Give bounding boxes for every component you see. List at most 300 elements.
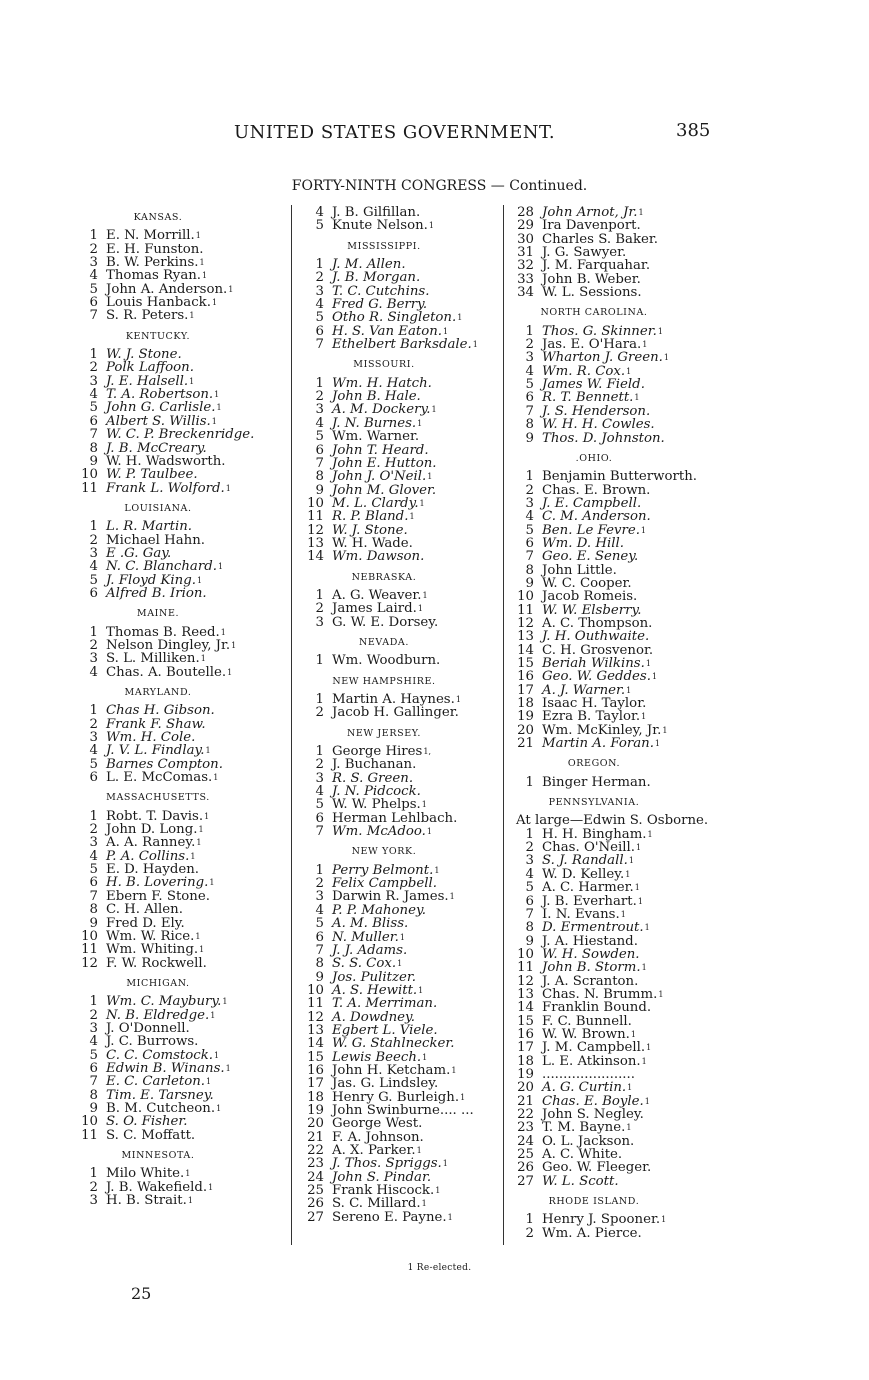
- member-name: R. S. Green.: [332, 770, 414, 786]
- re-elected-mark: 1: [636, 843, 642, 853]
- district-number: 11: [307, 509, 324, 525]
- member-entry: [304, 1144, 504, 1157]
- member-name: John D. Long.: [106, 822, 198, 838]
- member-name: George Hires: [332, 744, 423, 760]
- member-name: John B. Weber.: [542, 271, 641, 287]
- re-elected-mark: 1: [426, 827, 433, 837]
- re-elected-mark: 1: [210, 1010, 216, 1020]
- district-number: 1: [315, 653, 324, 669]
- member-entry: [514, 961, 714, 974]
- re-elected-mark: 1: [442, 1159, 448, 1169]
- member-entry: [304, 537, 504, 550]
- re-elected-mark: 1: [646, 1043, 652, 1053]
- member-entry: [514, 338, 714, 351]
- member-entry: [304, 338, 504, 351]
- member-name: Perry Belmont.: [332, 862, 434, 878]
- member-name: John S. Pindar.: [332, 1169, 432, 1185]
- member-name: W. L. Scott.: [542, 1173, 619, 1189]
- district-number: 7: [89, 1074, 98, 1090]
- re-elected-mark: 1: [641, 1056, 647, 1066]
- re-elected-mark: 1: [228, 284, 234, 294]
- member-name: J. A. Hiestand.: [542, 933, 638, 949]
- member-name: Polk Laffoon.: [106, 360, 194, 376]
- re-elected-mark: 1: [225, 1063, 231, 1073]
- member-name: Fred G. Berry.: [332, 297, 428, 313]
- district-number: 12: [307, 1009, 324, 1025]
- district-number: 2: [89, 822, 98, 838]
- member-entry: [304, 1024, 504, 1037]
- member-entry: [514, 325, 714, 338]
- re-elected-mark: 1: [417, 418, 423, 428]
- member-name: James W. Field.: [542, 377, 645, 393]
- member-entry: [78, 309, 278, 322]
- member-name: J. V. L. Findlay.: [106, 743, 205, 759]
- district-number: 14: [307, 1036, 324, 1052]
- re-elected-mark: 1: [647, 829, 653, 839]
- district-number: 8: [89, 1087, 98, 1103]
- state-heading: LOUISIANA.: [124, 502, 192, 514]
- member-entry: [78, 1181, 278, 1194]
- district-number: 33: [517, 271, 534, 287]
- member-name: Chas H. Gibson.: [106, 703, 215, 719]
- district-number: 3: [89, 545, 98, 561]
- member-name: E. C. Carleton.: [106, 1074, 206, 1090]
- district-number: 1: [89, 808, 98, 824]
- district-number: 25: [517, 1147, 534, 1163]
- re-elected-mark: 1: [399, 932, 406, 942]
- member-name: John M. Glover.: [332, 482, 437, 498]
- re-elected-mark: 1: [198, 825, 204, 835]
- district-number: 12: [81, 955, 98, 971]
- district-number: 6: [89, 875, 98, 891]
- member-entry: [78, 890, 278, 903]
- member-name: E .G. Gay.: [106, 545, 172, 561]
- district-number: 12: [517, 973, 534, 989]
- member-name: S. S. Cox.: [332, 956, 397, 972]
- member-name: J. N. Pidcock.: [332, 784, 421, 800]
- member-entry: [514, 1108, 714, 1121]
- member-name: Wm. H. Hatch.: [332, 375, 432, 391]
- re-elected-mark: 1: [187, 1196, 193, 1206]
- signature-mark: 25: [131, 1284, 152, 1303]
- member-name: Binger Herman.: [542, 774, 651, 790]
- member-name: Felix Campbell.: [332, 876, 437, 892]
- re-elected-mark: 1: [211, 416, 217, 426]
- member-name: Chas. A. Boutelle.: [106, 664, 227, 680]
- district-number: 3: [89, 255, 98, 271]
- member-name: Frank Hiscock.: [332, 1183, 435, 1199]
- member-name: A. X. Parker.: [332, 1143, 416, 1158]
- member-name: W. H. Wadsworth.: [106, 453, 226, 469]
- district-number: 1: [89, 228, 98, 244]
- district-number: 5: [525, 880, 534, 896]
- member-name: Frank F. Shaw.: [106, 716, 206, 732]
- district-number: 2: [315, 389, 324, 405]
- re-elected-mark: 1: [422, 1052, 428, 1062]
- member-name: Jacob Romeis.: [542, 589, 638, 605]
- district-number: 10: [81, 928, 98, 944]
- member-name: Alfred B. Irion.: [106, 585, 207, 601]
- member-entry: [304, 890, 504, 903]
- state-heading: NEW HAMPSHIRE.: [332, 675, 436, 687]
- member-entry: [514, 1161, 714, 1174]
- re-elected-mark: 1: [213, 773, 219, 783]
- member-name: E. N. Morrill.: [106, 228, 195, 244]
- district-number: 2: [89, 637, 98, 653]
- district-number: 2: [525, 482, 534, 498]
- district-number: 6: [315, 929, 324, 945]
- member-name: Ben. Le Fevre.: [542, 522, 640, 538]
- district-number: 4: [89, 743, 98, 759]
- member-entry: [514, 1175, 714, 1188]
- district-number: 10: [517, 589, 534, 605]
- re-elected-mark: 1: [416, 1146, 422, 1155]
- re-elected-mark: 1: [222, 997, 228, 1007]
- member-entry: [514, 644, 714, 657]
- member-name: Ezra B. Taylor.: [542, 709, 641, 725]
- member-name: N. B. Eldredge.: [106, 1007, 210, 1023]
- member-entry: [514, 604, 714, 617]
- district-number: 8: [525, 417, 534, 433]
- member-entry: [304, 470, 504, 483]
- member-entry: [78, 704, 278, 717]
- district-number: 13: [517, 629, 534, 645]
- member-name: J. Thos. Spriggs.: [332, 1156, 442, 1172]
- district-number: 6: [525, 535, 534, 551]
- page-number: 385: [676, 120, 711, 141]
- member-entry: [78, 810, 278, 823]
- member-entry: [514, 921, 714, 934]
- member-entry: [514, 273, 714, 286]
- member-name: John H. Ketcham.: [332, 1062, 451, 1078]
- member-entry: [304, 957, 504, 970]
- member-name: A. C. Harmer.: [542, 880, 634, 896]
- member-entry: [304, 1077, 504, 1090]
- district-number: 3: [89, 1193, 98, 1209]
- member-entry: [78, 639, 278, 652]
- member-name: W. H. Sowden.: [542, 946, 640, 962]
- member-entry: [78, 771, 278, 784]
- state-heading: .OHIO.: [575, 452, 613, 464]
- member-name: S. O. Fisher.: [106, 1114, 188, 1130]
- member-entry: [78, 744, 278, 757]
- district-number: 3: [89, 1020, 98, 1036]
- member-name: P. P. Mahoney.: [332, 902, 426, 918]
- district-number: 19: [517, 1066, 534, 1082]
- member-name: J. Buchanan.: [332, 757, 417, 773]
- member-name: J. E. Campbell.: [542, 495, 642, 511]
- district-number: 1: [525, 323, 534, 339]
- member-name: S. L. Milliken.: [106, 651, 200, 667]
- member-entry: [304, 285, 504, 298]
- member-name: A. Dowdney.: [332, 1009, 416, 1025]
- state-heading: MAINE.: [136, 608, 180, 620]
- member-entry: [514, 405, 714, 418]
- member-entry: [78, 256, 278, 269]
- member-entry: [78, 229, 278, 242]
- member-entry: [514, 524, 714, 537]
- member-name: John T. Heard.: [332, 442, 429, 458]
- member-entry: [514, 365, 714, 378]
- member-name: A. S. Hewitt.: [332, 982, 418, 998]
- member-entry: [514, 577, 714, 590]
- member-entry: [304, 1131, 504, 1144]
- district-number: 15: [517, 1013, 534, 1029]
- district-number: 6: [89, 1060, 98, 1076]
- district-number: 11: [81, 1127, 98, 1143]
- re-elected-mark: 1: [620, 909, 626, 919]
- district-number: 4: [315, 902, 324, 918]
- member-entry: [78, 1089, 278, 1102]
- district-number: 19: [517, 709, 534, 725]
- district-number: 22: [307, 1143, 324, 1158]
- member-name: R. P. Bland.: [332, 509, 409, 525]
- state-heading: MASSACHUSETTS.: [106, 792, 210, 804]
- district-number: 6: [315, 810, 324, 826]
- district-number: 1: [525, 1212, 534, 1228]
- district-number: 26: [307, 1196, 324, 1212]
- member-entry: [304, 1157, 504, 1170]
- member-name: W. H. H. Cowles.: [542, 417, 655, 433]
- district-number: 10: [307, 982, 324, 998]
- re-elected-mark: 1: [657, 326, 663, 336]
- re-elected-mark: 1: [457, 313, 463, 323]
- state-heading: NEBRASKA.: [351, 571, 417, 583]
- member-entry: [304, 325, 504, 338]
- district-number: 4: [525, 866, 534, 882]
- re-elected-mark: 1: [662, 725, 668, 735]
- member-entry: [304, 904, 504, 917]
- district-number: 1: [525, 469, 534, 485]
- district-number: 11: [307, 996, 324, 1012]
- member-entry: [78, 415, 278, 428]
- district-number: 20: [517, 1080, 534, 1096]
- re-elected-mark: 1: [214, 390, 220, 400]
- member-name: C. H. Grosvenor.: [542, 642, 654, 658]
- district-number: 7: [525, 906, 534, 922]
- member-entry: [304, 1064, 504, 1077]
- district-number: 8: [89, 902, 98, 918]
- member-name: Wm. Dawson.: [332, 549, 425, 565]
- district-number: 2: [89, 532, 98, 548]
- re-elected-mark: 1: [663, 353, 670, 363]
- re-elected-mark: 1: [443, 326, 449, 336]
- district-number: 17: [517, 1040, 534, 1056]
- member-entry: [78, 348, 278, 361]
- member-entry: [514, 1081, 714, 1094]
- member-entry: [304, 785, 504, 798]
- district-number: 2: [89, 1179, 98, 1195]
- district-number: 2: [525, 1225, 534, 1241]
- member-name: Chas. N. Brumm.: [542, 986, 658, 1002]
- member-name: Thomas B. Reed.: [106, 624, 220, 640]
- member-name: James Laird.: [332, 601, 417, 617]
- district-number: 9: [315, 969, 324, 985]
- member-entry: [304, 390, 504, 403]
- member-entry: [514, 881, 714, 894]
- district-number: 17: [307, 1076, 324, 1092]
- district-number: 7: [315, 337, 324, 353]
- member-entry: [514, 935, 714, 948]
- member-entry: [514, 537, 714, 550]
- member-name: Martin A. Foran.: [542, 736, 654, 752]
- district-number: 5: [89, 572, 98, 588]
- member-name: N. C. Blanchard.: [106, 559, 217, 575]
- member-name: E. H. Funston.: [106, 241, 204, 257]
- member-entry: [514, 617, 714, 630]
- member-entry: [514, 684, 714, 697]
- district-number: 22: [517, 1107, 534, 1122]
- member-entry: [514, 206, 714, 219]
- member-name: W. P. Taulbee.: [106, 467, 198, 483]
- member-name: T. A. Robertson.: [106, 387, 214, 403]
- district-number: 17: [517, 682, 534, 698]
- member-name: Wm. Warner.: [332, 429, 420, 445]
- member-entry: [304, 430, 504, 443]
- district-number: 5: [315, 916, 324, 932]
- member-name: Thomas Ryan.: [106, 268, 202, 284]
- member-name: A. G. Weaver.: [332, 587, 422, 603]
- re-elected-mark: 1: [630, 1029, 636, 1039]
- member-entry: [304, 984, 504, 997]
- member-name: L. R. Martin.: [106, 519, 193, 535]
- re-elected-mark: 1: [418, 985, 424, 995]
- district-number: 10: [81, 467, 98, 483]
- member-name: J. C. Burrows.: [106, 1034, 199, 1050]
- member-entry: [78, 626, 278, 639]
- member-entry: [78, 823, 278, 836]
- member-name: R. T. Bennett.: [542, 390, 634, 406]
- member-name: S. R. Peters.: [106, 308, 189, 324]
- member-entry: [78, 930, 278, 943]
- district-number: 1: [89, 624, 98, 640]
- member-name: O. L. Jackson.: [542, 1133, 635, 1149]
- member-entry: [78, 731, 278, 744]
- member-entry: [78, 1009, 278, 1022]
- member-entry: [304, 745, 504, 758]
- district-number: 13: [307, 535, 324, 551]
- district-number: 5: [315, 310, 324, 326]
- member-entry: [78, 957, 278, 970]
- member-name: T. C. Cutchins.: [332, 283, 430, 299]
- member-entry: [304, 931, 504, 944]
- member-name: J. J. Adams.: [332, 942, 408, 958]
- district-number: 27: [517, 1173, 534, 1189]
- district-number: 7: [89, 308, 98, 324]
- member-entry: [514, 657, 714, 670]
- member-entry: [304, 877, 504, 890]
- district-number: 2: [89, 1007, 98, 1023]
- state-heading: MICHIGAN.: [126, 977, 190, 989]
- district-number: 14: [517, 1000, 534, 1016]
- member-entry: [78, 995, 278, 1008]
- member-name: ......................: [542, 1066, 635, 1082]
- member-entry: [514, 510, 714, 523]
- member-entry: [514, 219, 714, 232]
- member-entry: [78, 903, 278, 916]
- member-name: W. W. Elsberry.: [542, 602, 642, 618]
- member-name: J. B. Everhart.: [542, 893, 637, 909]
- member-name: Egbert L. Viele.: [332, 1022, 438, 1038]
- district-number: 31: [517, 245, 534, 261]
- member-name: J. A. Scranton.: [542, 973, 639, 989]
- re-elected-mark: 1: [642, 340, 648, 350]
- district-number: 5: [525, 522, 534, 538]
- member-entry: [304, 298, 504, 311]
- district-number: 6: [315, 442, 324, 458]
- district-number: 6: [315, 323, 324, 339]
- member-name: John Arnot, Jr.: [542, 205, 638, 220]
- district-number: 6: [525, 390, 534, 406]
- member-entry: [78, 943, 278, 956]
- district-number: 9: [89, 453, 98, 469]
- district-number: 2: [525, 840, 534, 856]
- district-number: 2: [89, 241, 98, 257]
- member-entry: [78, 243, 278, 256]
- district-number: 3: [525, 350, 534, 366]
- member-entry: [514, 724, 714, 737]
- member-entry: [514, 246, 714, 259]
- state-heading: MISSISSIPPI.: [347, 240, 421, 252]
- member-entry: [78, 666, 278, 679]
- footnote: 1 Re-elected.: [407, 1263, 472, 1273]
- district-number: 4: [315, 784, 324, 800]
- member-name: Charles S. Baker.: [542, 231, 659, 247]
- member-name: Geo. E. Seney.: [542, 549, 639, 565]
- member-entry: [78, 1102, 278, 1115]
- member-entry: [78, 652, 278, 665]
- district-number: 11: [517, 960, 534, 976]
- re-elected-mark: 1: [196, 575, 203, 585]
- re-elected-mark: 1: [205, 746, 211, 756]
- member-entry: [514, 841, 714, 854]
- re-elected-mark: 1: [199, 258, 205, 268]
- re-elected-mark: 1: [644, 1096, 650, 1106]
- member-name: John G. Carlisle.: [106, 400, 216, 416]
- member-name: W. C. Cooper.: [542, 575, 632, 591]
- member-entry: [304, 444, 504, 457]
- district-number: 27: [307, 1209, 324, 1225]
- member-name: Wharton J. Green.: [542, 350, 663, 366]
- district-number: 1: [89, 519, 98, 535]
- member-entry: [304, 798, 504, 811]
- district-number: 1: [315, 257, 324, 273]
- member-entry: [304, 758, 504, 771]
- member-name: J. H. Outhwaite.: [542, 629, 650, 645]
- member-name: T. M. Bayne.: [542, 1120, 626, 1136]
- member-entry: [514, 233, 714, 246]
- district-number: 26: [517, 1160, 534, 1176]
- district-number: 24: [517, 1133, 534, 1149]
- district-number: 20: [307, 1116, 324, 1132]
- member-name: Jas. E. O'Hara.: [542, 337, 642, 353]
- member-name: Wm. H. Cole.: [106, 730, 196, 746]
- member-entry: [514, 1148, 714, 1161]
- member-name: A. C. White.: [542, 1147, 623, 1163]
- member-name: John J. O'Neil.: [332, 469, 427, 485]
- member-name: J. S. Henderson.: [542, 403, 651, 419]
- district-number: 11: [81, 942, 98, 958]
- member-entry: [514, 259, 714, 272]
- member-entry: [304, 812, 504, 825]
- district-number: 5: [89, 281, 98, 297]
- member-entry: [514, 697, 714, 710]
- re-elected-mark: 1: [409, 512, 415, 522]
- re-elected-mark: 1: [419, 498, 425, 508]
- member-name: Martin A. Haynes.: [332, 692, 455, 707]
- member-entry: [78, 863, 278, 876]
- district-number: 1: [525, 774, 534, 790]
